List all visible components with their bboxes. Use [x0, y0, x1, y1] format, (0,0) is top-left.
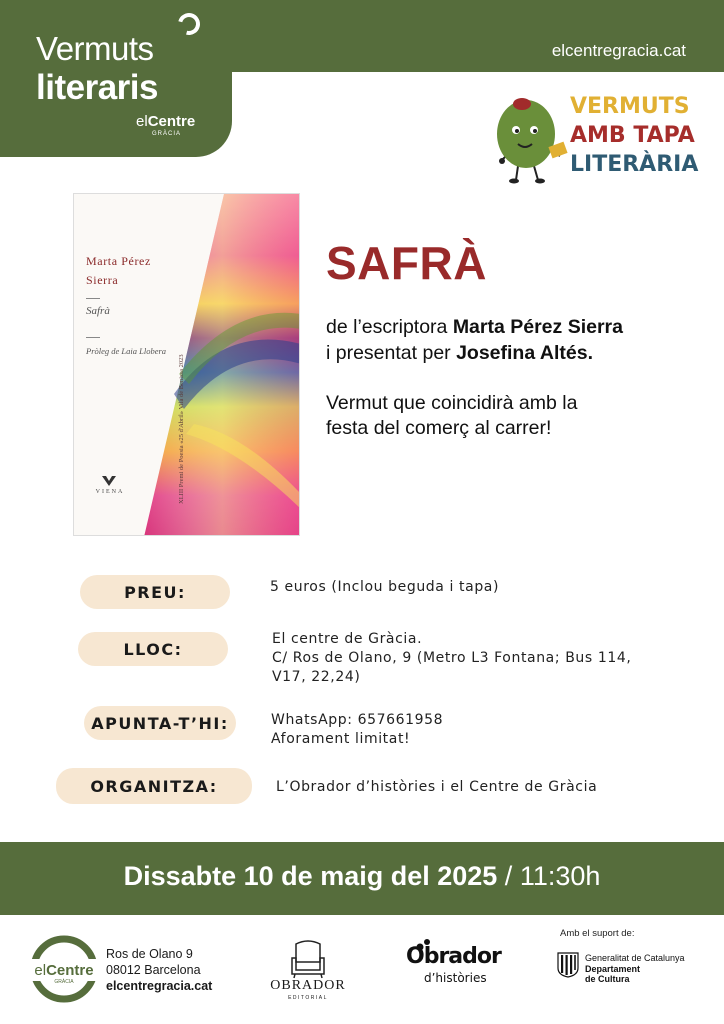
event-description	[326, 314, 623, 366]
logo-line1: VERMUTS	[570, 94, 690, 119]
obrador-editorial-sub: EDITORIAL	[288, 995, 328, 1001]
cover-prolog: Pròleg de Laia Llobera	[86, 346, 167, 356]
price-label: PREU:	[80, 575, 230, 609]
obrador-editorial-name: OBRADOR	[270, 978, 346, 993]
footer-address	[106, 946, 212, 994]
obrador-histories-line2: d’històries	[424, 971, 487, 985]
cover-divider	[86, 298, 100, 299]
event-note-line1: Vermut que coincidirà amb la	[326, 392, 578, 414]
gen-line2: Departament	[585, 963, 641, 974]
cover-author-line1: Marta Pérez	[86, 254, 151, 268]
footer-logo-prefix: el	[34, 962, 47, 979]
signup-line1: WhatsApp: 657661958	[271, 712, 444, 728]
address-line1: Ros de Olano 9	[106, 947, 193, 961]
cover-publisher: VIENA	[95, 489, 125, 495]
place-line3: V17, 22,24)	[272, 669, 361, 685]
date-separator: /	[497, 861, 520, 891]
presenter-name: Josefina Altés.	[456, 342, 593, 364]
place-line2: C/ Ros de Olano, 9 (Metro L3 Fontana; Bus 114,	[272, 650, 632, 666]
support-label: Amb el suport de:	[560, 928, 635, 939]
signup-label: APUNTA-T’HI:	[84, 706, 236, 740]
cover-author-line2: Sierra	[86, 273, 119, 287]
organizer-label: ORGANITZA:	[56, 768, 252, 804]
place-line1: El centre de Gràcia.	[272, 631, 423, 647]
generalitat-emblem-icon	[557, 952, 579, 978]
author-name: Marta Pérez Sierra	[452, 316, 623, 338]
desc-prefix: de l’escriptora	[326, 316, 453, 338]
site-url-link[interactable]: elcentregracia.cat	[551, 41, 686, 60]
brand-subtitle	[136, 114, 195, 129]
obrador-histories-line1: Obrador	[406, 944, 501, 969]
gen-line3: de Cultura	[585, 974, 630, 984]
logo-line2: AMB TAPA	[570, 123, 695, 148]
event-title: SAFRÀ	[326, 237, 487, 289]
publisher-logo-icon	[102, 476, 116, 486]
place-label: LLOC:	[78, 632, 228, 666]
olive-mascot-icon	[488, 90, 578, 186]
brand-title-line1: Vermuts	[36, 30, 154, 67]
cover-side-text: XLIII Premi de Poesia «25 d'Abril» Vila de Benissa 2023	[178, 354, 185, 504]
brand-sub-name: Centre	[147, 113, 196, 130]
address-line2: 08012 Barcelona	[106, 963, 201, 977]
event-datetime	[0, 861, 724, 892]
signup-value	[271, 711, 443, 749]
cover-author	[86, 252, 151, 290]
place-value	[272, 630, 631, 687]
event-note-line2: festa del comerç al carrer!	[326, 417, 552, 439]
event-time: 11:30h	[519, 861, 601, 891]
footer-logo-small: GRÀCIA	[54, 979, 74, 985]
gen-line1: Generalitat de Catalunya	[585, 953, 685, 963]
price-value: 5 euros (Inclou beguda i tapa)	[270, 579, 500, 595]
svg-text:elCentre	[34, 962, 93, 979]
vermuts-tapa-logo	[570, 92, 698, 179]
el-centre-logo-icon	[30, 935, 98, 1003]
brand-title-line2: literaris	[36, 68, 158, 107]
cover-divider	[86, 337, 100, 338]
presented-prefix: i presentat per	[326, 342, 457, 364]
event-note	[326, 391, 577, 441]
footer-logo-name: Centre	[46, 962, 94, 979]
address-url[interactable]: elcentregracia.cat	[106, 979, 213, 993]
event-date: Dissabte 10 de maig del 2025	[123, 861, 498, 891]
brand-sub-small: GRÀCIA	[152, 131, 182, 137]
book-cover	[73, 193, 300, 536]
signup-line2: Aforament limitat!	[271, 731, 411, 747]
brand-sub-prefix: el	[136, 113, 148, 130]
cover-title: Safrà	[86, 305, 110, 317]
logo-line3: LITERÀRIA	[570, 152, 699, 177]
organizer-value: L’Obrador d’històries i el Centre de Gràcia	[276, 779, 598, 795]
generalitat-text	[585, 953, 685, 985]
